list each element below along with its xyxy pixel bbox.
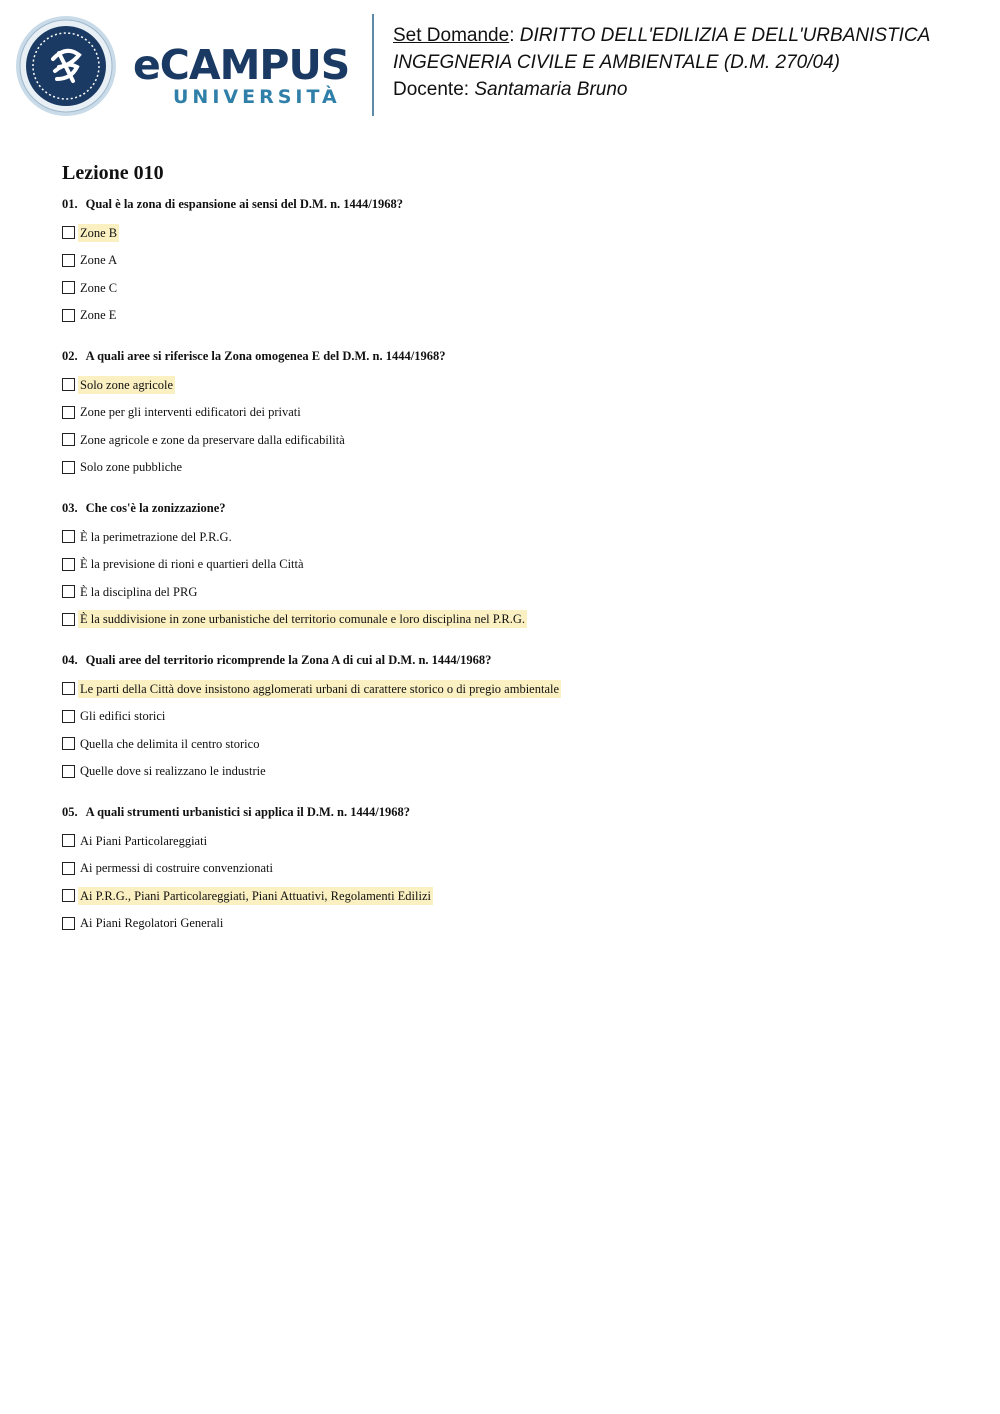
answer-text: Zone A — [80, 253, 118, 268]
answer-option[interactable] — [62, 371, 942, 399]
answer-checkbox[interactable] — [62, 254, 75, 267]
teacher-line — [393, 76, 993, 103]
answer-checkbox[interactable] — [62, 461, 75, 474]
question-text — [62, 348, 942, 364]
answer-checkbox[interactable] — [62, 765, 75, 778]
answer-checkbox[interactable] — [62, 406, 75, 419]
answer-text: Ai permessi di costruire convenzionati — [80, 861, 273, 876]
answer-text: Ai Piani Particolareggiati — [80, 833, 208, 848]
question-block — [62, 500, 942, 633]
question-block — [62, 348, 942, 481]
answer-checkbox[interactable] — [62, 834, 75, 847]
lesson-content — [62, 160, 942, 956]
answer-text: Zone E — [80, 308, 117, 323]
set-label: Set Domande — [393, 25, 510, 46]
question-number: 02. — [62, 349, 78, 363]
course-subtitle: INGEGNERIA CIVILE E AMBIENTALE (D.M. 270/04) — [393, 52, 840, 73]
answer-text: Zone per gli interventi edificatori dei privati — [80, 405, 301, 420]
question-label: A quali strumenti urbanistici si applica il D.M. n. 1444/1968? — [85, 805, 410, 819]
answer-checkbox[interactable] — [62, 710, 75, 723]
question-text — [62, 196, 942, 212]
answer-text: Zone agricole e zone da preservare dalla edificabilità — [80, 432, 345, 447]
answer-text-highlighted: È la suddivisione in zone urbanistiche del territorio comunale e loro disciplina nel P.R.G. — [80, 612, 526, 627]
answer-checkbox[interactable] — [62, 558, 75, 571]
answer-text: Quelle dove si realizzano le industrie — [80, 764, 266, 779]
answer-text-highlighted: Solo zone agricole — [80, 377, 174, 392]
answer-option[interactable] — [62, 454, 942, 482]
ecampus-wordmark — [133, 42, 358, 112]
question-text — [62, 652, 942, 668]
question-number: 03. — [62, 501, 78, 515]
logo-wordmark-text: eCAMPUS — [133, 41, 350, 89]
set-info — [393, 22, 993, 103]
question-label: Quali aree del territorio ricomprende la Zona A di cui al D.M. n. 1444/1968? — [85, 653, 492, 667]
answer-text: Quella che delimita il centro storico — [80, 736, 260, 751]
question-block — [62, 196, 942, 329]
question-text — [62, 500, 942, 516]
answer-checkbox[interactable] — [62, 737, 75, 750]
answer-text-highlighted: Ai P.R.G., Piani Particolareggiati, Piani Attuativi, Regolamenti Edilizi — [80, 888, 432, 903]
answer-option[interactable] — [62, 399, 942, 427]
answer-option[interactable] — [62, 274, 942, 302]
ecampus-seal-logo — [15, 15, 117, 117]
answer-text-highlighted: Le parti della Città dove insistono agglomerati urbani di carattere storico o di pregio ambientale — [80, 681, 560, 696]
question-number: 05. — [62, 805, 78, 819]
answer-option[interactable] — [62, 551, 942, 579]
answer-option[interactable] — [62, 523, 942, 551]
question-text — [62, 804, 942, 820]
answer-text: Gli edifici storici — [80, 709, 166, 724]
answer-option[interactable] — [62, 219, 942, 247]
answer-checkbox[interactable] — [62, 530, 75, 543]
answer-checkbox[interactable] — [62, 889, 75, 902]
answer-text: È la previsione di rioni e quartieri della Città — [80, 557, 304, 572]
question-label: Che cos'è la zonizzazione? — [85, 501, 226, 515]
answer-option[interactable] — [62, 606, 942, 634]
answer-checkbox[interactable] — [62, 309, 75, 322]
answer-text: Zone C — [80, 280, 118, 295]
logo-subtitle-text: UNIVERSITÀ — [173, 86, 341, 108]
teacher-label: Docente: — [393, 79, 470, 100]
set-separator: : — [509, 25, 515, 46]
answer-option[interactable] — [62, 247, 942, 275]
answer-option[interactable] — [62, 578, 942, 606]
answer-option[interactable] — [62, 827, 942, 855]
course-title: DIRITTO DELL'EDILIZIA E DELL'URBANISTICA — [519, 25, 931, 46]
question-label: Qual è la zona di espansione ai sensi del D.M. n. 1444/1968? — [85, 197, 404, 211]
question-label: A quali aree si riferisce la Zona omogenea E del D.M. n. 1444/1968? — [85, 349, 446, 363]
lesson-title: Lezione 010 — [62, 162, 164, 184]
answer-text: È la disciplina del PRG — [80, 584, 198, 599]
answer-text: È la perimetrazione del P.R.G. — [80, 529, 232, 544]
answer-text: Ai Piani Regolatori Generali — [80, 916, 224, 931]
answer-text-highlighted: Zone B — [80, 225, 118, 240]
answer-option[interactable] — [62, 882, 942, 910]
answer-checkbox[interactable] — [62, 862, 75, 875]
answer-option[interactable] — [62, 758, 942, 786]
teacher-name: Santamaria Bruno — [474, 79, 628, 100]
answer-option[interactable] — [62, 730, 942, 758]
answer-text: Solo zone pubbliche — [80, 460, 183, 475]
answer-checkbox[interactable] — [62, 433, 75, 446]
header-divider — [372, 14, 374, 116]
answer-checkbox[interactable] — [62, 585, 75, 598]
page-header — [0, 0, 1000, 130]
answer-option[interactable] — [62, 855, 942, 883]
answer-option[interactable] — [62, 910, 942, 938]
answer-checkbox[interactable] — [62, 917, 75, 930]
answer-checkbox[interactable] — [62, 682, 75, 695]
question-block — [62, 804, 942, 937]
question-list — [62, 196, 942, 937]
question-number: 04. — [62, 653, 78, 667]
answer-checkbox[interactable] — [62, 378, 75, 391]
answer-checkbox[interactable] — [62, 613, 75, 626]
answer-option[interactable] — [62, 675, 942, 703]
question-number: 01. — [62, 197, 78, 211]
question-block — [62, 652, 942, 785]
answer-option[interactable] — [62, 302, 942, 330]
answer-checkbox[interactable] — [62, 226, 75, 239]
answer-checkbox[interactable] — [62, 281, 75, 294]
set-title-line — [393, 22, 993, 49]
answer-option[interactable] — [62, 703, 942, 731]
answer-option[interactable] — [62, 426, 942, 454]
